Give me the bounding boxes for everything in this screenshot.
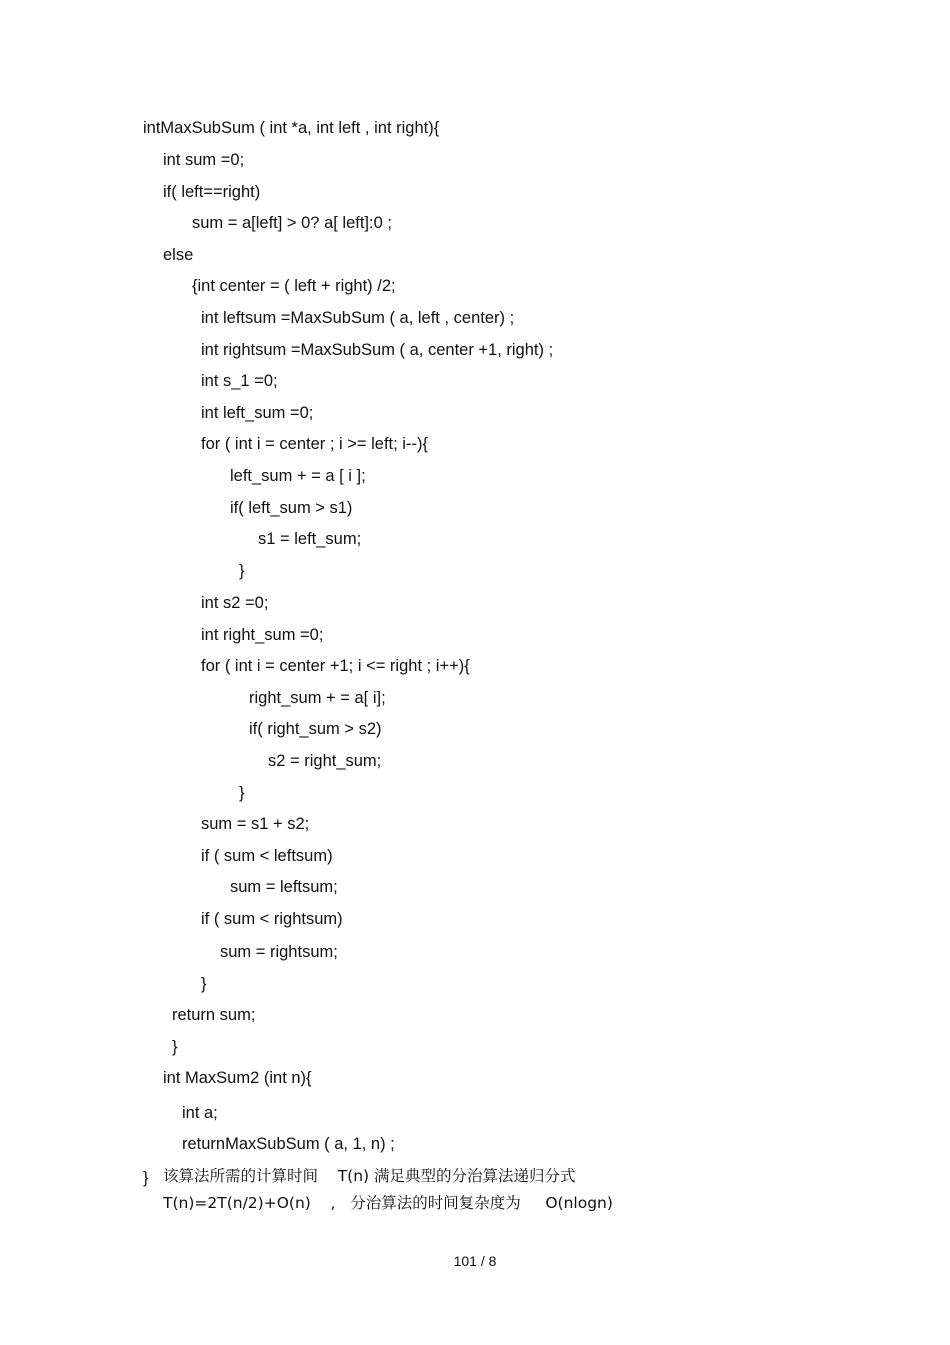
code-line: } — [201, 975, 207, 993]
code-line: if( right_sum > s2) — [249, 720, 382, 738]
code-line: sum = s1 + s2; — [201, 815, 310, 833]
code-line: if( left==right) — [163, 183, 261, 201]
code-line: int MaxSum2 (int n){ — [163, 1069, 312, 1087]
code-line: int leftsum =MaxSubSum ( a, left , center) ; — [201, 309, 515, 327]
code-line: return sum; — [172, 1006, 256, 1024]
page-number: 101 / 8 — [453, 1253, 497, 1269]
code-line: int sum =0; — [163, 151, 245, 169]
code-line: int s_1 =0; — [201, 372, 278, 390]
code-line: s2 = right_sum; — [268, 752, 382, 770]
code-line: int right_sum =0; — [201, 626, 324, 644]
code-line: if ( sum < leftsum) — [201, 847, 333, 865]
code-line: sum = rightsum; — [220, 943, 338, 961]
code-line: sum = leftsum; — [230, 878, 338, 896]
code-line: right_sum + = a[ i]; — [249, 689, 386, 707]
code-line: } — [239, 784, 245, 802]
complexity-note-line-2: T(n)=2T(n/2)+O(n) , 分治算法的时间复杂度为 O(nlogn) — [163, 1194, 613, 1212]
code-line: for ( int i = center ; i >= left; i--){ — [201, 435, 428, 453]
code-line: if( left_sum > s1) — [230, 499, 353, 517]
code-line: int left_sum =0; — [201, 404, 314, 422]
code-line: int a; — [182, 1104, 218, 1122]
code-line: {int center = ( left + right) /2; — [192, 277, 396, 295]
code-line: if ( sum < rightsum) — [201, 910, 343, 928]
code-line: intMaxSubSum ( int *a, int left , int right){ — [143, 119, 440, 137]
closing-brace: } — [143, 1169, 149, 1187]
code-line: int s2 =0; — [201, 594, 269, 612]
code-line: else — [163, 246, 194, 264]
code-line: } — [239, 562, 245, 580]
code-line: returnMaxSubSum ( a, 1, n) ; — [182, 1135, 395, 1153]
code-line: } — [172, 1038, 178, 1056]
code-line: sum = a[left] > 0? a[ left]:0 ; — [192, 214, 392, 232]
code-line: s1 = left_sum; — [258, 530, 362, 548]
code-line: for ( int i = center +1; i <= right ; i++){ — [201, 657, 470, 675]
code-line: left_sum + = a [ i ]; — [230, 467, 366, 485]
code-line: int rightsum =MaxSubSum ( a, center +1, right) ; — [201, 341, 554, 359]
complexity-note-line-1: 该算法所需的计算时间 T(n) 满足典型的分治算法递归分式 — [163, 1167, 576, 1185]
